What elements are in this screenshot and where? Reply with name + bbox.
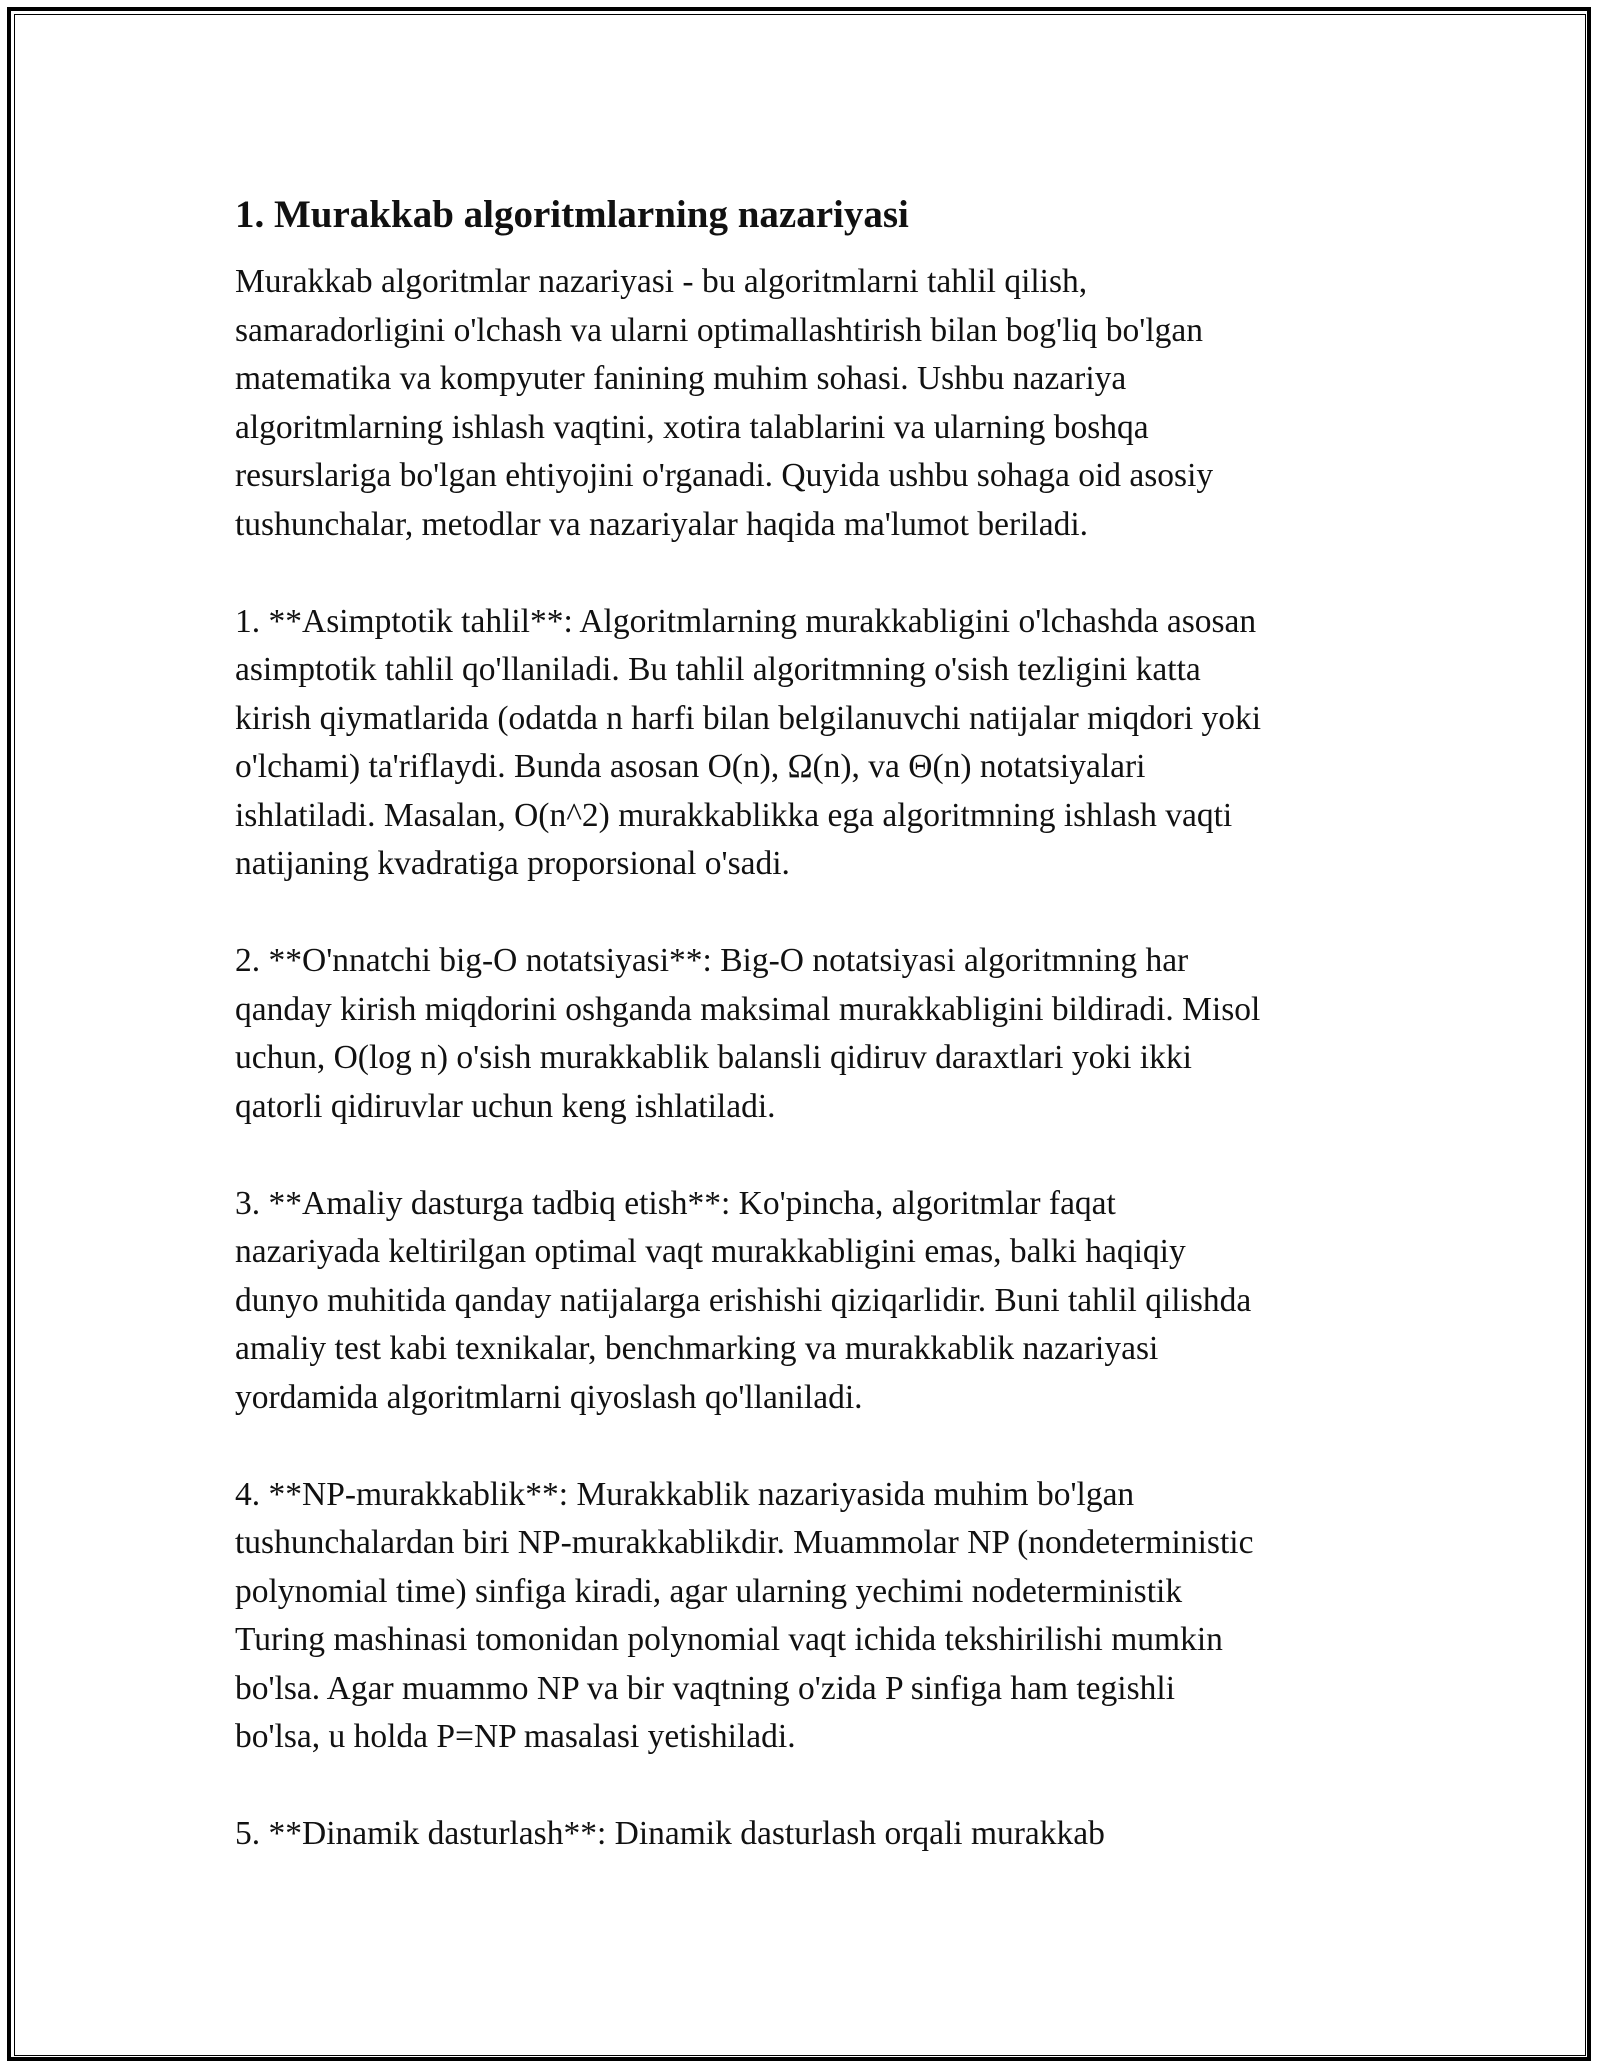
paragraph-spacer [235,1762,1365,1811]
list-item-big-o-notation: 2. **O'nnatchi big-O notatsiyasi**: Big-O notatsiyasi algoritmning har qanday kirish miqdorini oshganda maksimal murakkabligini bildiradi. Misol uchun, O(log n) o'sish murakkablik balansli qidiruv daraxtlari yoki ikki qatorli qidiruvlar uchun keng ishlatiladi. [235,942,1261,1125]
paragraph-spacer [235,889,1365,938]
list-item-dynamic-programming: 5. **Dinamik dasturlash**: Dinamik dasturlash orqali murakkab [235,1815,1105,1852]
page-title: 1. Murakkab algoritmlarning nazariyasi [235,193,909,236]
paragraph-spacer [235,1131,1365,1180]
paragraph-spacer [235,549,1365,598]
list-item-practical-application: 3. **Amaliy dasturga tadbiq etish**: Ko'pincha, algoritmlar faqat nazariyada keltirilgan optimal vaqt murakkabligini emas, balki haqiqiy dunyo muhitida qanday natijalarga erishishi qiziqarlidir. Buni tahlil qilishda amaliy test kabi texnikalar, benchmarking va murakkablik nazariyasi yordamida algoritmlarni qiyoslash qo'llaniladi. [235,1184,1252,1416]
document-body [235,182,1365,1859]
list-item-asymptotic-analysis: 1. **Asimptotik tahlil**: Algoritmlarning murakkabligini o'lchashda asosan asimptotik tahlil qo'llaniladi. Bu tahlil algoritmning o'sish tezligini katta kirish qiymatlarida (odatda n harfi bilan belgilanuvchi natijalar miqdori yoki o'lchami) ta'riflaydi. Bunda asosan O(n), Ω(n), va Θ(n) notatsiyalari ishlatiladi. Masalan, O(n^2) murakkablikka ega algoritmning ishlash vaqti natijaning kvadratiga proporsional o'sadi. [235,602,1262,882]
paragraph-spacer [235,1422,1365,1471]
intro-paragraph: Murakkab algoritmlar nazariyasi - bu algoritmlarni tahlil qilish, samaradorligini o'lchash va ularni optimallashtirish bilan bog'liq bo'lgan matematika va kompyuter fanining muhim sohasi. Ushbu nazariya algoritmlarning ishlash vaqtini, xotira talablarini va ularning boshqa resurslariga bo'lgan ehtiyojini o'rganadi. Quyida ushbu sohaga oid asosiy tushunchalar, metodlar va nazariyalar haqida ma'lumot beriladi. [235,263,1214,543]
list-item-np-complexity: 4. **NP-murakkablik**: Murakkablik nazariyasida muhim bo'lgan tushunchalardan biri NP-murakkablikdir. Muammolar NP (nondeterministic polynomial time) sinfiga kiradi, agar ularning yechimi nodeterministik Turing mashinasi tomonidan polynomial vaqt ichida tekshirilishi mumkin bo'lsa. Agar muammo NP va bir vaqtning o'zida P sinfiga ham tegishli bo'lsa, u holda P=NP masalasi yetishiladi. [235,1475,1254,1755]
